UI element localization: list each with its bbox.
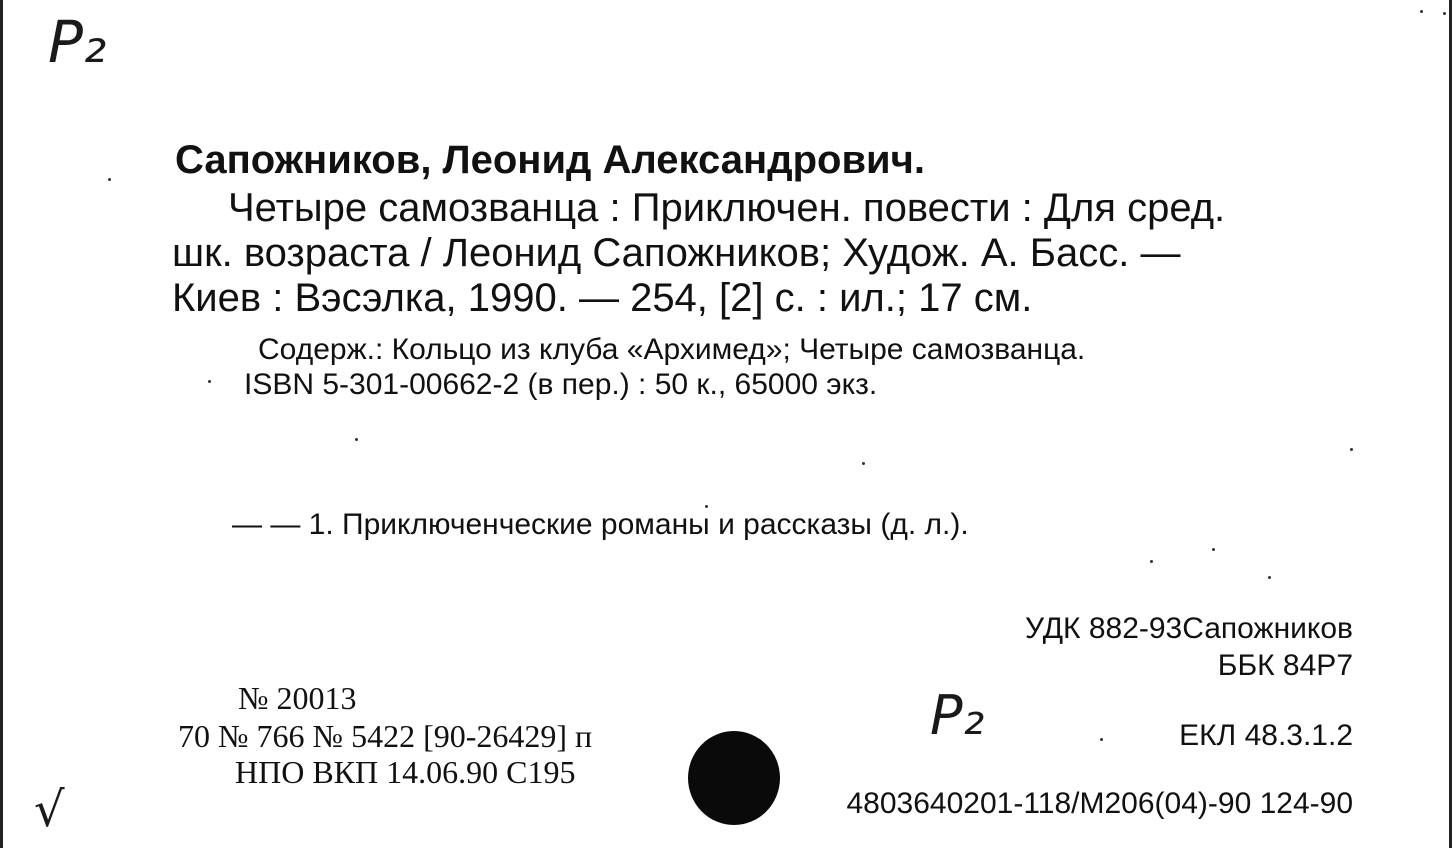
publication-code: 4803640201-118/М206(04)-90 124-90 <box>846 787 1353 820</box>
card-right-edge <box>1449 0 1452 848</box>
order-numbers: 70 № 766 № 5422 [90-26429] п <box>178 718 593 754</box>
title-line-1: Четыре самозванца : Приключен. повести : Для сред. <box>228 186 1226 230</box>
bbk-code: ББК 84Р7 <box>1217 649 1353 682</box>
speck <box>862 462 865 465</box>
printing-info: НПО ВКП 14.06.90 С195 <box>235 754 576 790</box>
subject-heading: — — 1. Приключенческие романы и рассказы (д. л.). <box>232 508 969 541</box>
speck <box>705 505 708 508</box>
handwritten-mark-top: P₂ <box>48 8 107 76</box>
title-line-3: Киев : Вэсэлка, 1990. — 254, [2] с. : ил.; 17 см. <box>172 276 1033 320</box>
speck <box>1212 548 1215 551</box>
speck <box>1420 10 1423 13</box>
ekl-code: ЕКЛ 48.3.1.2 <box>1179 719 1353 752</box>
isbn-line: ISBN 5-301-00662-2 (в пер.) : 50 к., 65000 экз. <box>244 368 878 401</box>
speck <box>1268 576 1271 579</box>
handwritten-mark-middle: P₂ <box>930 684 985 747</box>
speck <box>1150 560 1153 563</box>
card-number: № 20013 <box>238 680 357 716</box>
card-left-edge <box>0 0 3 848</box>
contents-note: Содерж.: Кольцо из клуба «Архимед»; Четыре самозванца. <box>258 333 1086 366</box>
speck <box>208 380 211 383</box>
speck <box>355 438 358 441</box>
check-mark: √ <box>34 782 65 838</box>
speck <box>1100 738 1103 741</box>
speck <box>108 178 111 181</box>
title-line-2: шк. возраста / Леонид Сапожников; Худож. А. Басс. — <box>172 231 1181 275</box>
speck <box>1350 448 1353 451</box>
ink-blot <box>688 731 780 825</box>
speck <box>1443 12 1446 15</box>
udk-code: УДК 882-93Сапожников <box>1024 612 1353 645</box>
author-heading: Сапожников, Леонид Александрович. <box>175 138 925 182</box>
